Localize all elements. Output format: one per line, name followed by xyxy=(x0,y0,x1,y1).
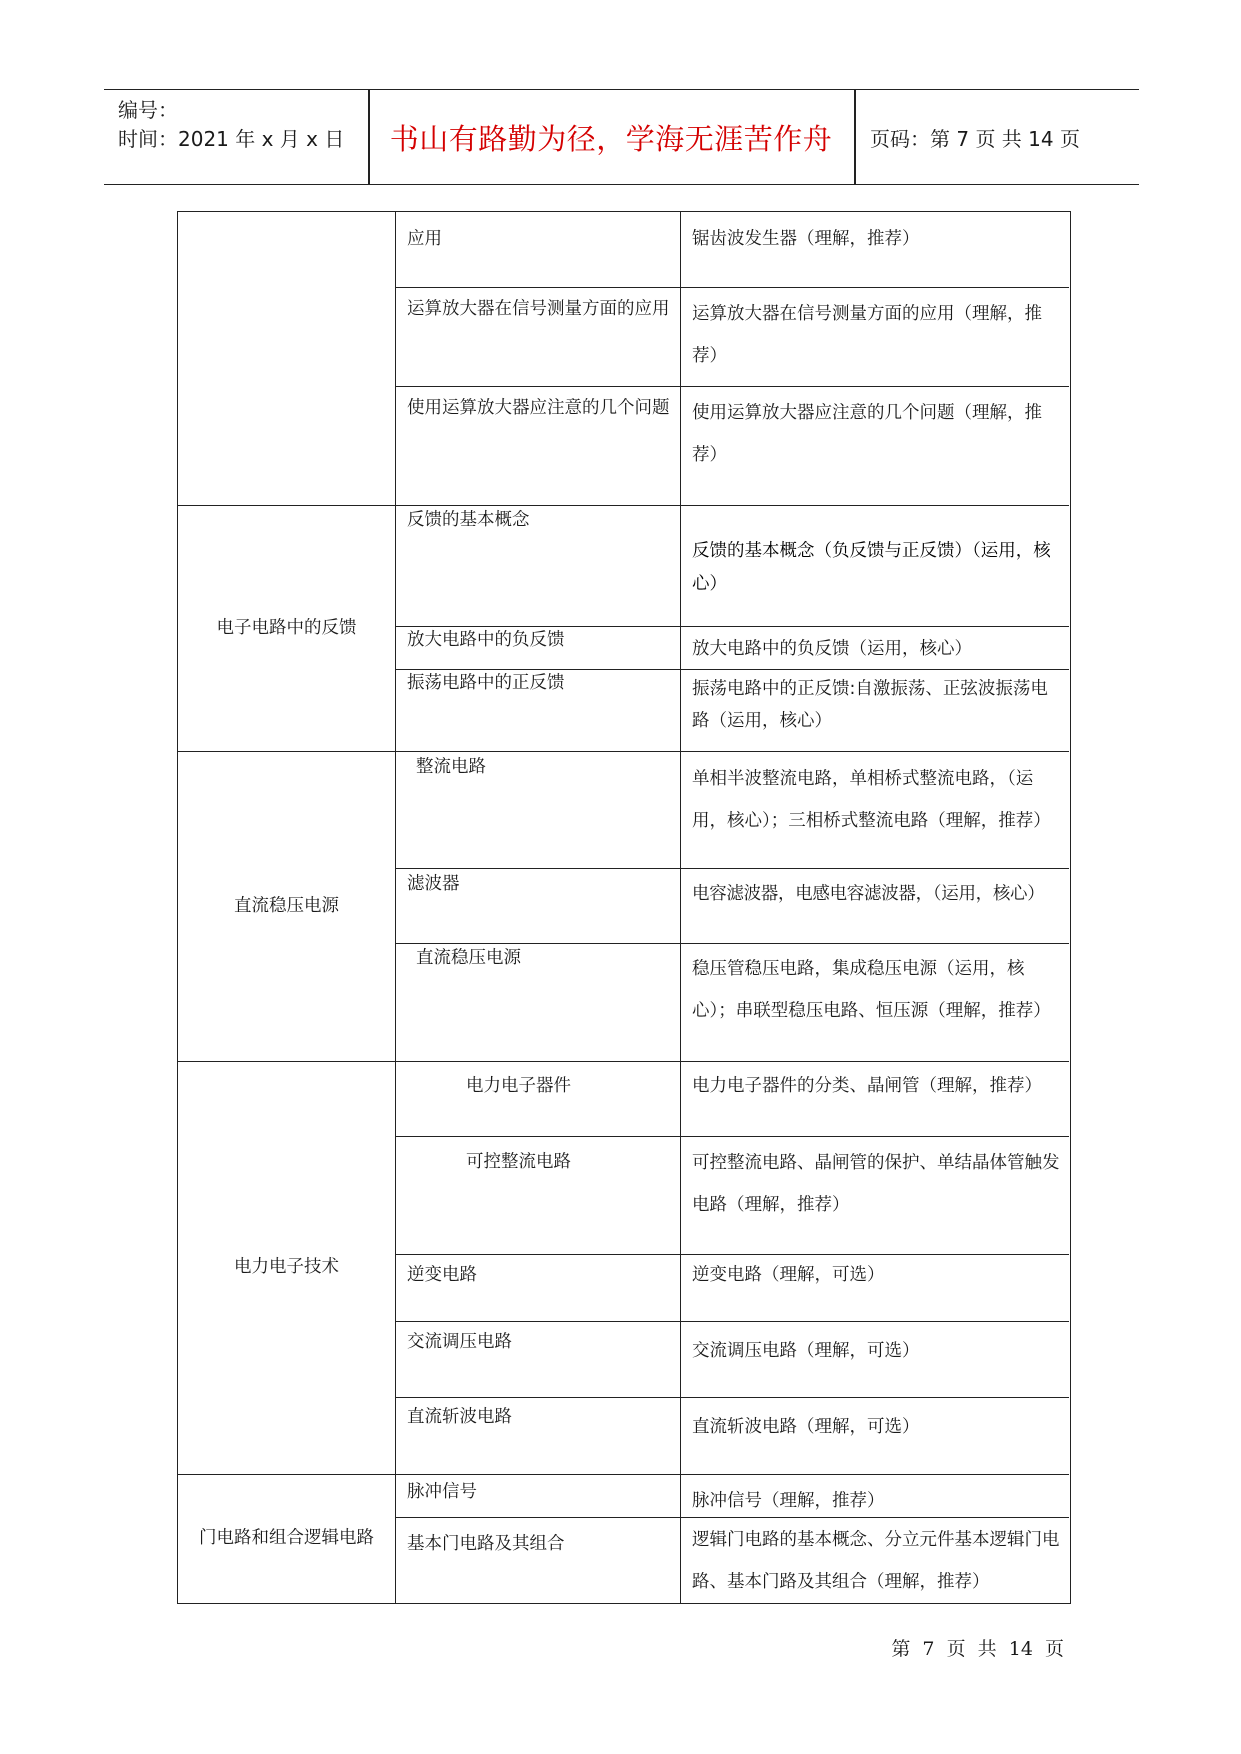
page-header xyxy=(104,89,1139,185)
topic-cell: 直流稳压电源 xyxy=(416,948,521,968)
content-cell: 直流斩波电路（理解，可选） xyxy=(692,1417,920,1437)
page-footer: 第 7 页 共 14 页 xyxy=(891,1638,1064,1660)
row-divider xyxy=(395,386,1069,387)
header-motto: 书山有路勤为径，学海无涯苦作舟 xyxy=(389,121,833,156)
column-divider xyxy=(395,212,396,1603)
topic-cell: 直流斩波电路 xyxy=(407,1407,512,1427)
topic-cell: 电力电子器件 xyxy=(466,1076,571,1096)
topic-cell: 滤波器 xyxy=(407,874,460,894)
topic-cell: 放大电路中的负反馈 xyxy=(407,630,565,650)
content-cell: 稳压管稳压电路，集成稳压电源（运用，核心）；串联型稳压电路、恒压源（理解，推荐） xyxy=(692,959,1051,1021)
row-divider xyxy=(395,1136,1069,1137)
header-meta xyxy=(118,96,344,154)
content-cell: 振荡电路中的正反馈:自激振荡、正弦波振荡电路（运用，核心） xyxy=(692,679,1048,731)
section-title xyxy=(178,212,395,505)
header-page-number: 页码：第 7 页 共 14 页 xyxy=(870,126,1080,151)
topic-cell: 反馈的基本概念 xyxy=(407,510,530,530)
topic-cell: 运算放大器在信号测量方面的应用 xyxy=(407,299,670,319)
topic-cell: 可控整流电路 xyxy=(466,1152,571,1172)
topic-cell: 逆变电路 xyxy=(407,1265,477,1285)
column-divider xyxy=(680,212,681,1603)
row-divider xyxy=(395,868,1069,869)
document-time-label: 时间：2021 年 x 月 x 日 xyxy=(118,127,345,151)
header-divider xyxy=(854,90,856,184)
section-title: 直流稳压电源 xyxy=(234,895,339,916)
topic-cell: 整流电路 xyxy=(416,757,486,777)
content-cell: 运算放大器在信号测量方面的应用（理解，推荐） xyxy=(692,304,1042,366)
section-title: 门电路和组合逻辑电路 xyxy=(199,1528,374,1548)
topic-cell: 脉冲信号 xyxy=(407,1482,477,1502)
topic-cell: 使用运算放大器应注意的几个问题 xyxy=(407,398,670,418)
content-cell: 逆变电路（理解，可选） xyxy=(692,1265,885,1285)
topic-cell: 基本门电路及其组合 xyxy=(407,1534,565,1554)
topic-cell: 振荡电路中的正反馈 xyxy=(407,673,565,693)
content-cell: 电容滤波器，电感电容滤波器，（运用，核心） xyxy=(692,884,1045,904)
content-cell: 锯齿波发生器（理解，推荐） xyxy=(692,229,920,249)
row-divider xyxy=(395,1397,1069,1398)
content-cell: 可控整流电路、晶闸管的保护、单结晶体管触发电路（理解，推荐） xyxy=(692,1153,1060,1215)
row-divider xyxy=(395,943,1069,944)
topic-cell: 交流调压电路 xyxy=(407,1332,512,1352)
content-cell: 使用运算放大器应注意的几个问题（理解，推荐） xyxy=(692,403,1042,465)
row-divider xyxy=(395,626,1069,627)
section-title: 电力电子技术 xyxy=(234,1257,339,1277)
row-divider xyxy=(395,287,1069,288)
content-cell: 逻辑门电路的基本概念、分立元件基本逻辑门电路、基本门路及其组合（理解，推荐） xyxy=(692,1530,1060,1592)
syllabus-table xyxy=(177,211,1071,1604)
document-number-label: 编号： xyxy=(118,98,178,122)
content-cell: 电力电子器件的分类、晶闸管（理解，推荐） xyxy=(692,1076,1042,1096)
content-cell: 放大电路中的负反馈（运用，核心） xyxy=(692,639,972,659)
row-divider xyxy=(395,1321,1069,1322)
section-title: 电子电路中的反馈 xyxy=(216,617,357,638)
content-cell: 反馈的基本概念（负反馈与正反馈）（运用，核心） xyxy=(692,541,1051,594)
row-divider xyxy=(395,1254,1069,1255)
content-cell: 交流调压电路（理解，可选） xyxy=(692,1341,920,1361)
row-divider xyxy=(395,669,1069,670)
content-cell: 单相半波整流电路，单相桥式整流电路，（运用，核心）；三相桥式整流电路（理解，推荐） xyxy=(692,769,1051,831)
topic-cell: 应用 xyxy=(407,229,442,249)
content-cell: 脉冲信号（理解，推荐） xyxy=(692,1491,885,1511)
